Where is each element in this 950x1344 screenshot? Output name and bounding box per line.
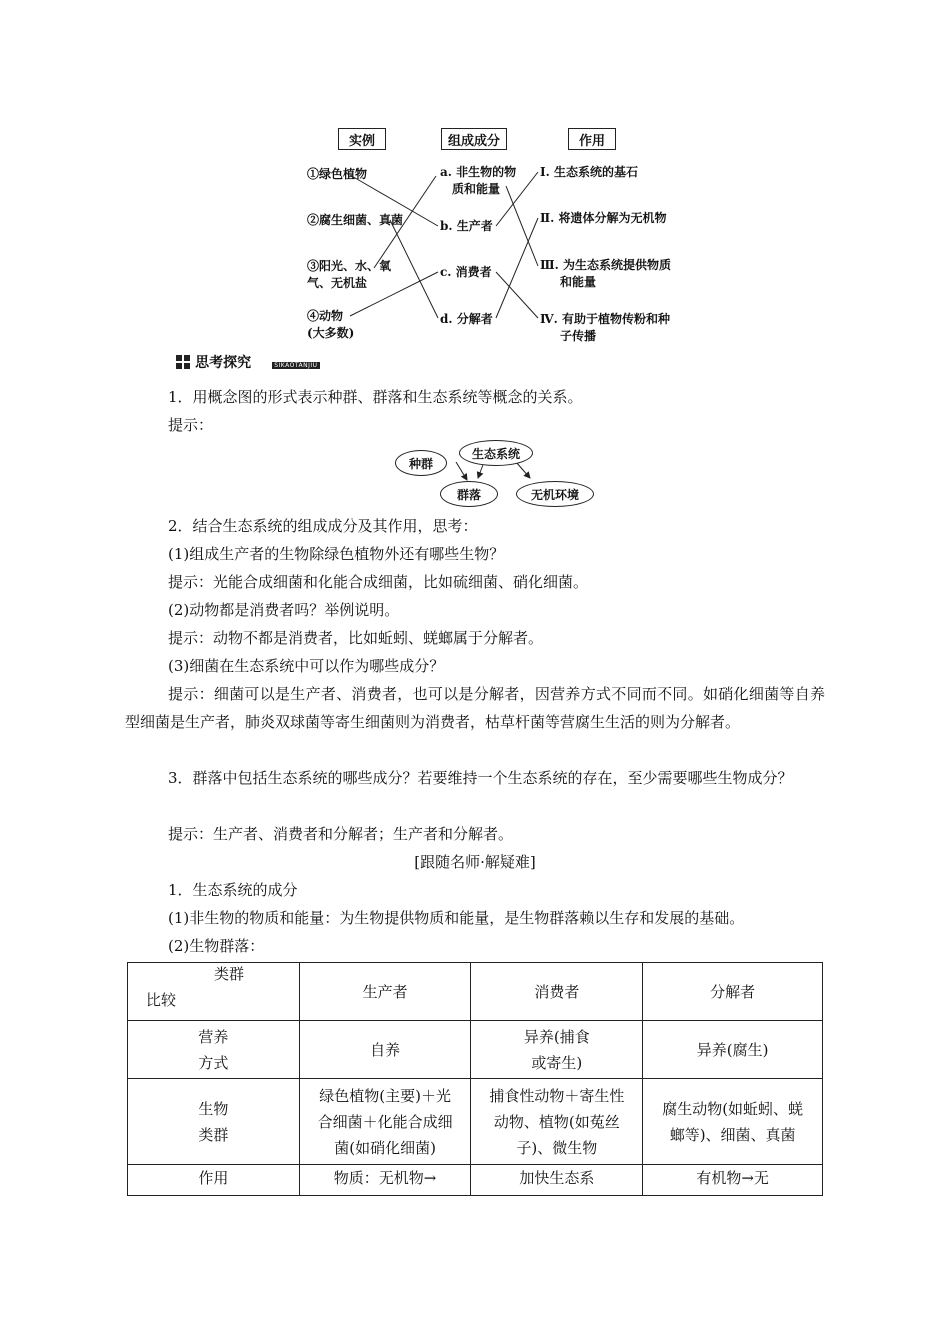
cell-organisms-consumer: 捕食性动物＋寄生性 动物、植物(如菟丝 子)、微生物 [471, 1079, 643, 1165]
component-d: d. 分解者 [440, 312, 493, 326]
question-2-2: (2)动物都是消费者吗？举例说明。 [168, 601, 400, 619]
answer-3: 提示：生产者、消费者和分解者；生产者和分解者。 [168, 825, 514, 843]
function-1: Ⅰ. 生态系统的基石 [540, 165, 638, 179]
example-2: ②腐生细菌、真菌 [307, 213, 404, 227]
table-row [128, 1021, 823, 1079]
cell-organisms-decomposer: 腐生动物(如蚯蚓、蜣 螂等)、细菌、真菌 [643, 1079, 823, 1165]
line-example1-producer [350, 175, 438, 226]
table-row [128, 1165, 823, 1196]
function-2: Ⅱ. 将遗体分解为无机物 [540, 211, 667, 225]
line-abiotic-function3 [506, 186, 538, 266]
component-b: b. 生产者 [440, 219, 493, 233]
question-2-3: (3)细菌在生态系统中可以作为哪些成分？ [168, 657, 445, 675]
teacher-heading: [跟随名师·解疑难] [414, 853, 536, 871]
table-row [128, 1079, 823, 1165]
cell-nutrition-consumer: 异养(捕食 或寄生) [471, 1021, 643, 1079]
answer-2-1: 提示：光能合成细菌和化能合成细菌，比如硫细菌、硝化细菌。 [168, 573, 589, 591]
component-heading: 1．生态系统的成分 [168, 881, 298, 899]
answer-2-2: 提示：动物不都是消费者，比如蚯蚓、蜣螂属于分解者。 [168, 629, 544, 647]
function-4: Ⅳ. 有助于植物传粉和种 子传播 [540, 312, 670, 343]
question-2: 2．结合生态系统的组成成分及其作用，思考： [168, 517, 478, 535]
answer-2-3: 提示：细菌可以是生产者、消费者，也可以是分解者，因营养方式不同而不同。如硝化细菌等自养型细菌是生产者，肺炎双球菌等寄生细菌则为消费者，枯草杆菌等营腐生生活的则为分解者。 [125, 685, 825, 731]
row-label-role: 作用 [128, 1165, 300, 1196]
example-4: ④动物 (大多数) [307, 309, 355, 340]
cell-nutrition-decomposer: 异养(腐生) [643, 1021, 823, 1079]
node-ecosystem: 生态系统 [459, 440, 533, 466]
section-title: 思考探究 [195, 355, 252, 371]
line-example2-decomposer [390, 220, 438, 318]
line-example4-consumer [350, 272, 438, 316]
node-abiotic-environment: 无机环境 [516, 481, 594, 507]
cell-role-decomposer: 有机物→无 [643, 1165, 823, 1196]
question-2-1: (1)组成生产者的生物除绿色植物外还有哪些生物？ [168, 545, 505, 563]
function-3: Ⅲ. 为生态系统提供物质 和能量 [540, 258, 671, 289]
cell-organisms-producer: 绿色植物(主要)＋光 合细菌＋化能合成细 菌(如硝化细菌) [299, 1079, 471, 1165]
cell-nutrition-producer: 自养 [299, 1021, 471, 1079]
col-header-consumer: 消费者 [471, 963, 643, 1021]
cell-role-consumer: 加快生态系 [471, 1165, 643, 1196]
col-header-decomposer: 分解者 [643, 963, 823, 1021]
section-heading [176, 352, 320, 372]
component-a: a. 非生物的物 质和能量 [440, 165, 517, 196]
example-1: ①绿色植物 [307, 167, 368, 181]
biotic-heading: (2)生物群落： [168, 937, 265, 955]
grid-icon [176, 355, 190, 369]
section-subtitle: SIKAOTANJIU [274, 362, 318, 369]
line-producer-function1 [496, 172, 538, 226]
node-population: 种群 [395, 450, 447, 476]
hint-label: 提示： [168, 416, 214, 434]
cell-role-producer: 物质：无机物→ [299, 1165, 471, 1196]
line-consumer-function4 [496, 272, 538, 318]
table-header-row [128, 963, 823, 1021]
table-corner-cell: 类群 比较 [128, 963, 300, 1021]
question-3: 3．群落中包括生态系统的哪些成分？若要维持一个生态系统的存在，至少需要哪些生物成分？ [168, 769, 793, 787]
component-c: c. 消费者 [440, 265, 492, 279]
line-decomposer-function2 [496, 218, 538, 318]
question-1: 1．用概念图的形式表示种群、群落和生态系统等概念的关系。 [168, 388, 583, 406]
row-label-nutrition: 营养 方式 [128, 1021, 300, 1079]
matching-lines [0, 0, 950, 360]
example-3: ③阳光、水、氧 气、无机盐 [307, 259, 392, 290]
line-example3-abiotic [374, 176, 436, 268]
abiotic-paragraph: (1)非生物的物质和能量：为生物提供物质和能量，是生物群落赖以生存和发展的基础。 [168, 909, 745, 927]
node-community: 群落 [440, 481, 498, 507]
row-label-organisms: 生物 类群 [128, 1079, 300, 1165]
header-examples: 实例 [338, 128, 386, 150]
header-components: 组成成分 [441, 128, 507, 150]
col-header-producer: 生产者 [299, 963, 471, 1021]
header-functions: 作用 [568, 128, 616, 150]
comparison-table [127, 962, 823, 1196]
